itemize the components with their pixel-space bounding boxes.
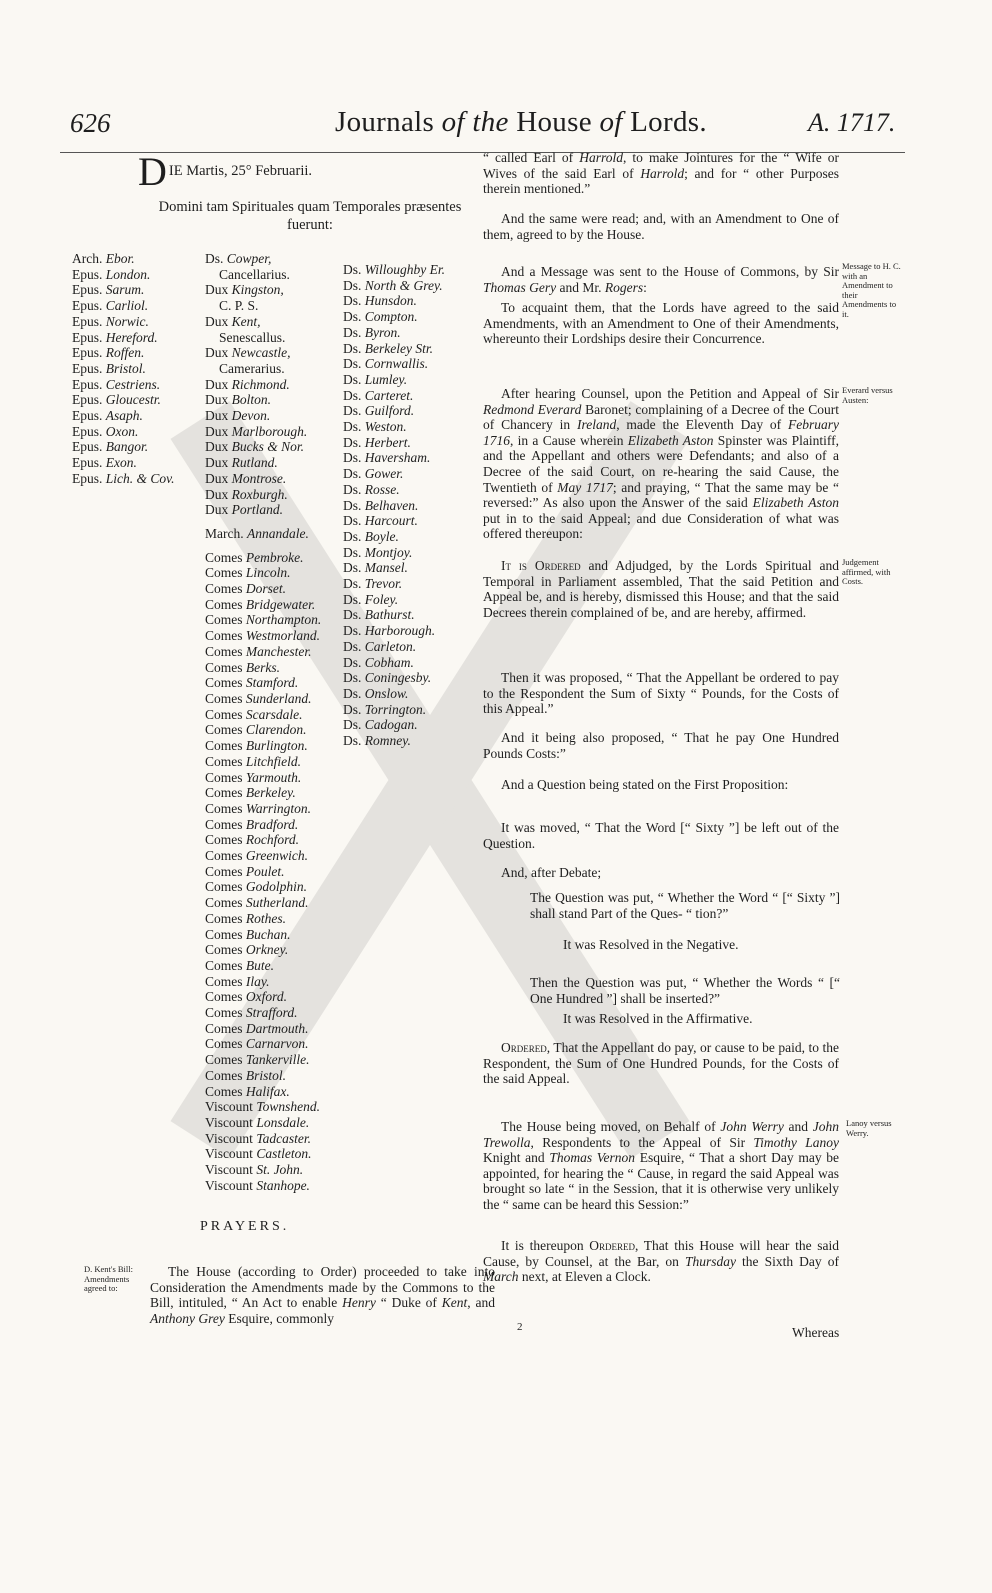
earl-entry: Comes Rothes. <box>205 910 287 926</box>
page-number: 626 <box>70 108 111 138</box>
earl-entry: Comes Bute. <box>205 957 275 973</box>
paragraph-acquaint: To acquaint them, that the Lords have agreed to the said Amendments, with an Amendment to One of their Amendments, whereunto their Lordships desire their Concurrence. <box>483 300 839 347</box>
officer-entry-office: Camerarius. <box>219 360 285 376</box>
lords-spiritual-list <box>72 251 175 487</box>
viscount-entry: Viscount St. John. <box>205 1162 304 1178</box>
baron-entry: Ds. Torrington. <box>343 701 427 717</box>
earl-entry: Comes Dartmouth. <box>205 1020 309 1036</box>
margin-note-kent: D. Kent's Bill: Amendments agreed to: <box>84 1264 133 1293</box>
duke-entry: Dux Portland. <box>205 502 284 518</box>
officer-entry-office: Senescallus. <box>219 329 286 345</box>
baron-entry: Ds. Cobham. <box>343 654 414 670</box>
running-title: Journals of the House of Lords. <box>335 106 707 138</box>
present-heading: Domini tam Spirituales quam Temporales præsentes fuerunt: <box>158 199 462 233</box>
baron-entry: Ds. Harcourt. <box>343 513 418 529</box>
duke-entry: Dux Marlborough. <box>205 423 308 439</box>
duke-entry: Dux Roxburgh. <box>205 486 288 502</box>
baron-entry: Ds. Carteret. <box>343 387 414 403</box>
officer-entry: Dux Newcastle, <box>205 345 291 361</box>
earl-entry: Comes Dorset. <box>205 581 287 597</box>
officer-entry: Dux Kingston, <box>205 282 284 298</box>
baron-entry: Ds. Trevor. <box>343 576 403 592</box>
paragraph-debate: And, after Debate; <box>501 865 602 880</box>
baron-entry: Ds. Montjoy. <box>343 544 413 560</box>
earls-list <box>205 550 321 1100</box>
earl-entry: Comes Burlington. <box>205 738 308 754</box>
duke-entry: Dux Richmond. <box>205 376 290 392</box>
earl-entry: Comes Manchester. <box>205 643 312 659</box>
paragraph-proposed-hundred: And it being also proposed, “ That he pay One Hundred Pounds Costs:” <box>483 730 839 761</box>
catchword: Whereas <box>792 1325 840 1340</box>
baron-entry: Ds. Guilford. <box>343 403 415 419</box>
baron-entry: Ds. Onslow. <box>343 685 409 701</box>
viscount-entry: Viscount Castleton. <box>205 1146 312 1162</box>
duke-entry: Dux Montrose. <box>205 470 287 486</box>
bishop-entry: Epus. Roffen. <box>72 345 145 361</box>
paragraph-kent-bill: The House (according to Order) proceeded to take into Consideration the Amendments made by the Commons to the Bill, intituled, “ An Act to enable Henry “ Duke of Kent, and Anthony Grey Esquire, commonly <box>150 1264 495 1326</box>
earl-entry: Comes Poulet. <box>205 863 285 879</box>
duke-entry: Dux Devon. <box>205 408 271 424</box>
earl-entry: Comes Oxford. <box>205 989 288 1005</box>
viscount-entry: Viscount Lonsdale. <box>205 1114 310 1130</box>
bishop-entry: Epus. Bristol. <box>72 360 146 376</box>
earl-entry: Comes Bradford. <box>205 816 299 832</box>
great-officers-list <box>205 251 321 377</box>
officer-entry-office: C. P. S. <box>219 298 259 314</box>
baron-entry: Ds. Lumley. <box>343 371 408 387</box>
earl-entry: Comes Bridgewater. <box>205 596 316 612</box>
earl-entry: Comes Bristol. <box>205 1067 287 1083</box>
viscount-entry: Viscount Tadcaster. <box>205 1130 311 1146</box>
bishop-entry: Epus. Oxon. <box>72 423 139 439</box>
paragraph-question-put-1: The Question was put, “ Whether the Word “ [“ Sixty ”] shall stand Part of the Ques- “ tion?” <box>530 890 840 921</box>
signature-mark: 2 <box>517 1321 523 1333</box>
paragraph-moved: It was moved, “ That the Word [“ Sixty ”] be left out of the Question. <box>483 820 839 851</box>
baron-entry: Ds. Coningesby. <box>343 670 432 686</box>
paragraph-judgement: It is Ordered and Adjudged, by the Lords Spiritual and Temporal in Parliament assembled, That the said Petition and Appeal be, and is hereby, dismissed this House; and that the said Decrees therein complained of be, and are hereby, affirmed. <box>483 558 840 620</box>
lords-temporal-list <box>205 251 321 1193</box>
baron-entry: Ds. Haversham. <box>343 450 431 466</box>
officer-entry-office: Cancellarius. <box>219 266 290 282</box>
bishop-entry: Epus. Lich. & Cov. <box>72 470 175 486</box>
baron-entry: Ds. Compton. <box>343 309 418 325</box>
dukes-list <box>205 377 321 518</box>
baron-entry: Ds. Harborough. <box>343 623 436 639</box>
bishop-entry: Arch. Ebor. <box>72 251 135 266</box>
officer-entry: Dux Kent, <box>205 313 261 329</box>
paragraph-proposed-sixty: Then it was proposed, “ That the Appellant be ordered to pay to the Respondent the Sum of Sixty “ Pounds, for the Costs of this Appeal.” <box>483 670 839 717</box>
earl-entry: Comes Ilay. <box>205 973 270 989</box>
duke-entry: Dux Rutland. <box>205 455 278 471</box>
baron-entry: Ds. Berkeley Str. <box>343 340 433 356</box>
paragraph-lanoy-motion: The House being moved, on Behalf of John Werry and John Trewolla, Respondents to the Appeal of Sir Timothy Lanoy Knight and Thomas Vernon Esquire, “ That a short Day may be appointed, for hearing the “ Cause, in regard the said Appeal was brought so late “ in the Session, that it is otherwise very unlikely the “ same can be heard this Session:” <box>483 1119 840 1212</box>
earl-entry: Comes Stamford. <box>205 675 299 691</box>
earl-entry: Comes Carnarvon. <box>205 1036 309 1052</box>
margin-note-lanoy: Lanoy versus Werry. <box>846 1118 892 1138</box>
baron-entry: Ds. Mansel. <box>343 560 408 576</box>
earl-entry: Comes Litchfield. <box>205 753 302 769</box>
baron-entry: Ds. Willoughby Er. <box>343 262 446 277</box>
baron-entry: Ds. Gower. <box>343 466 404 482</box>
baron-entry: Ds. Hunsdon. <box>343 293 417 309</box>
earl-entry: Comes Yarmouth. <box>205 769 302 785</box>
officer-entry: Ds. Cowper, <box>205 251 272 266</box>
earl-entry: Comes Rochford. <box>205 832 300 848</box>
baron-entry: Ds. Bathurst. <box>343 607 415 623</box>
running-year: A. 1717. <box>808 108 896 137</box>
viscount-entry: Viscount Townshend. <box>205 1099 320 1115</box>
earl-entry: Comes Tankerville. <box>205 1052 310 1068</box>
bishop-entry: Epus. Gloucestr. <box>72 392 161 408</box>
baron-entry: Ds. Foley. <box>343 591 399 607</box>
margin-note-everard: Everard versus Austen: <box>842 385 893 405</box>
baron-entry: Ds. Cadogan. <box>343 717 418 733</box>
baron-entry: Ds. Cornwallis. <box>343 356 429 372</box>
earl-entry: Comes Sutherland. <box>205 895 309 911</box>
earl-entry: Comes Westmorland. <box>205 628 321 644</box>
earl-entry: Comes Godolphin. <box>205 879 308 895</box>
drop-cap: D <box>138 149 167 194</box>
earl-entry: Comes Strafford. <box>205 1005 298 1021</box>
baron-entry: Ds. Weston. <box>343 419 407 435</box>
baron-entry: Ds. Carleton. <box>343 638 417 654</box>
resolution-affirmative: It was Resolved in the Affirmative. <box>563 1011 753 1026</box>
earl-entry: Comes Orkney. <box>205 942 289 958</box>
prayers-heading: PRAYERS. <box>200 1219 290 1234</box>
earl-entry: Comes Berks. <box>205 659 281 675</box>
earl-entry: Comes Warrington. <box>205 800 312 816</box>
baron-entry: Ds. Belhaven. <box>343 497 419 513</box>
baron-entry: Ds. Herbert. <box>343 434 411 450</box>
date-line: DIE Martis, 25° Februarii. <box>138 149 313 194</box>
paragraph-question-put-2: Then the Question was put, “ Whether the Words “ [“ One Hundred ”] shall be inserted?” <box>530 975 840 1006</box>
paragraph-everard-appeal: After hearing Counsel, upon the Petition and Appeal of Sir Redmond Everard Baronet; complaining of a Decree of the Court of Chancery in Ireland, made the Eleventh Day of February 1716, in a Cause wherein Elizabeth Aston Spinster was Plaintiff, and the Appellant and others were Defendants; and also of a Decree of the said Court, on re-hearing the said Cause, the Twentieth of May 1717; and praying, “ That the same may be “ reversed:” As also upon the Answer of the said Elizabeth Aston put in to the said Appeal; and due Consideration of what was offered thereupon: <box>483 386 839 542</box>
bishop-entry: Epus. Sarum. <box>72 282 145 298</box>
bishop-entry: Epus. Asaph. <box>72 408 143 424</box>
earl-entry: Comes Pembroke. <box>205 549 304 565</box>
paragraph-costs-order: Ordered, That the Appellant do pay, or cause to be paid, to the Respondent, the Sum of One Hundred Pounds, for the Costs of the said Appeal. <box>483 1040 839 1087</box>
baron-entry: Ds. Byron. <box>343 324 401 340</box>
bishop-entry: Epus. London. <box>72 266 151 282</box>
paragraph-question: And a Question being stated on the First Proposition: <box>501 777 789 792</box>
earl-entry: Comes Greenwich. <box>205 848 308 864</box>
bishop-entry: Epus. Hereford. <box>72 329 158 345</box>
earl-entry: Comes Halifax. <box>205 1083 290 1099</box>
earl-entry: Comes Sunderland. <box>205 690 312 706</box>
paragraph-hearing-order: It is thereupon Ordered, That this House will hear the said Cause, by Counsel, at the Bar, on Thursday the Sixth Day of March next, at Eleven a Clock. <box>483 1238 839 1285</box>
bishop-entry: Epus. Bangor. <box>72 439 149 455</box>
margin-note-judgement: Judgement affirmed, with Costs. <box>842 557 891 586</box>
viscount-entry: Viscount Stanhope. <box>205 1177 310 1193</box>
baron-entry: Ds. Romney. <box>343 733 411 749</box>
margin-note-message: Message to H. C. with an Amendment to their Amendments to it. <box>842 261 901 319</box>
earl-entry: Comes Buchan. <box>205 926 291 942</box>
baron-entry: Ds. Boyle. <box>343 528 399 544</box>
viscounts-list <box>205 1099 321 1193</box>
marquess-entry: March. Annandale. <box>205 525 309 541</box>
earl-entry: Comes Clarendon. <box>205 722 307 738</box>
bishop-entry: Epus. Carliol. <box>72 298 149 314</box>
paragraph-kent-bill-cont: “ called Earl of Harrold, to make Jointures for the “ Wife or Wives of the said Earl of Harrold; and for “ other Purposes therein mentioned.” <box>483 150 839 197</box>
resolution-negative: It was Resolved in the Negative. <box>563 937 739 952</box>
earl-entry: Comes Northampton. <box>205 612 322 628</box>
duke-entry: Dux Bucks & Nor. <box>205 439 304 455</box>
barons-list <box>343 262 445 749</box>
duke-entry: Dux Bolton. <box>205 392 271 408</box>
earl-entry: Comes Scarsdale. <box>205 706 303 722</box>
bishop-entry: Epus. Exon. <box>72 455 137 471</box>
paragraph-message: And a Message was sent to the House of Commons, by Sir Thomas Gery and Mr. Rogers: <box>483 264 839 295</box>
baron-entry: Ds. North & Grey. <box>343 277 443 293</box>
baron-entry: Ds. Rosse. <box>343 481 400 497</box>
earl-entry: Comes Berkeley. <box>205 785 296 801</box>
bishop-entry: Epus. Norwic. <box>72 313 149 329</box>
paragraph-read: And the same were read; and, with an Amendment to One of them, agreed to by the House. <box>483 211 839 242</box>
earl-entry: Comes Lincoln. <box>205 565 291 581</box>
bishop-entry: Epus. Cestriens. <box>72 376 161 392</box>
